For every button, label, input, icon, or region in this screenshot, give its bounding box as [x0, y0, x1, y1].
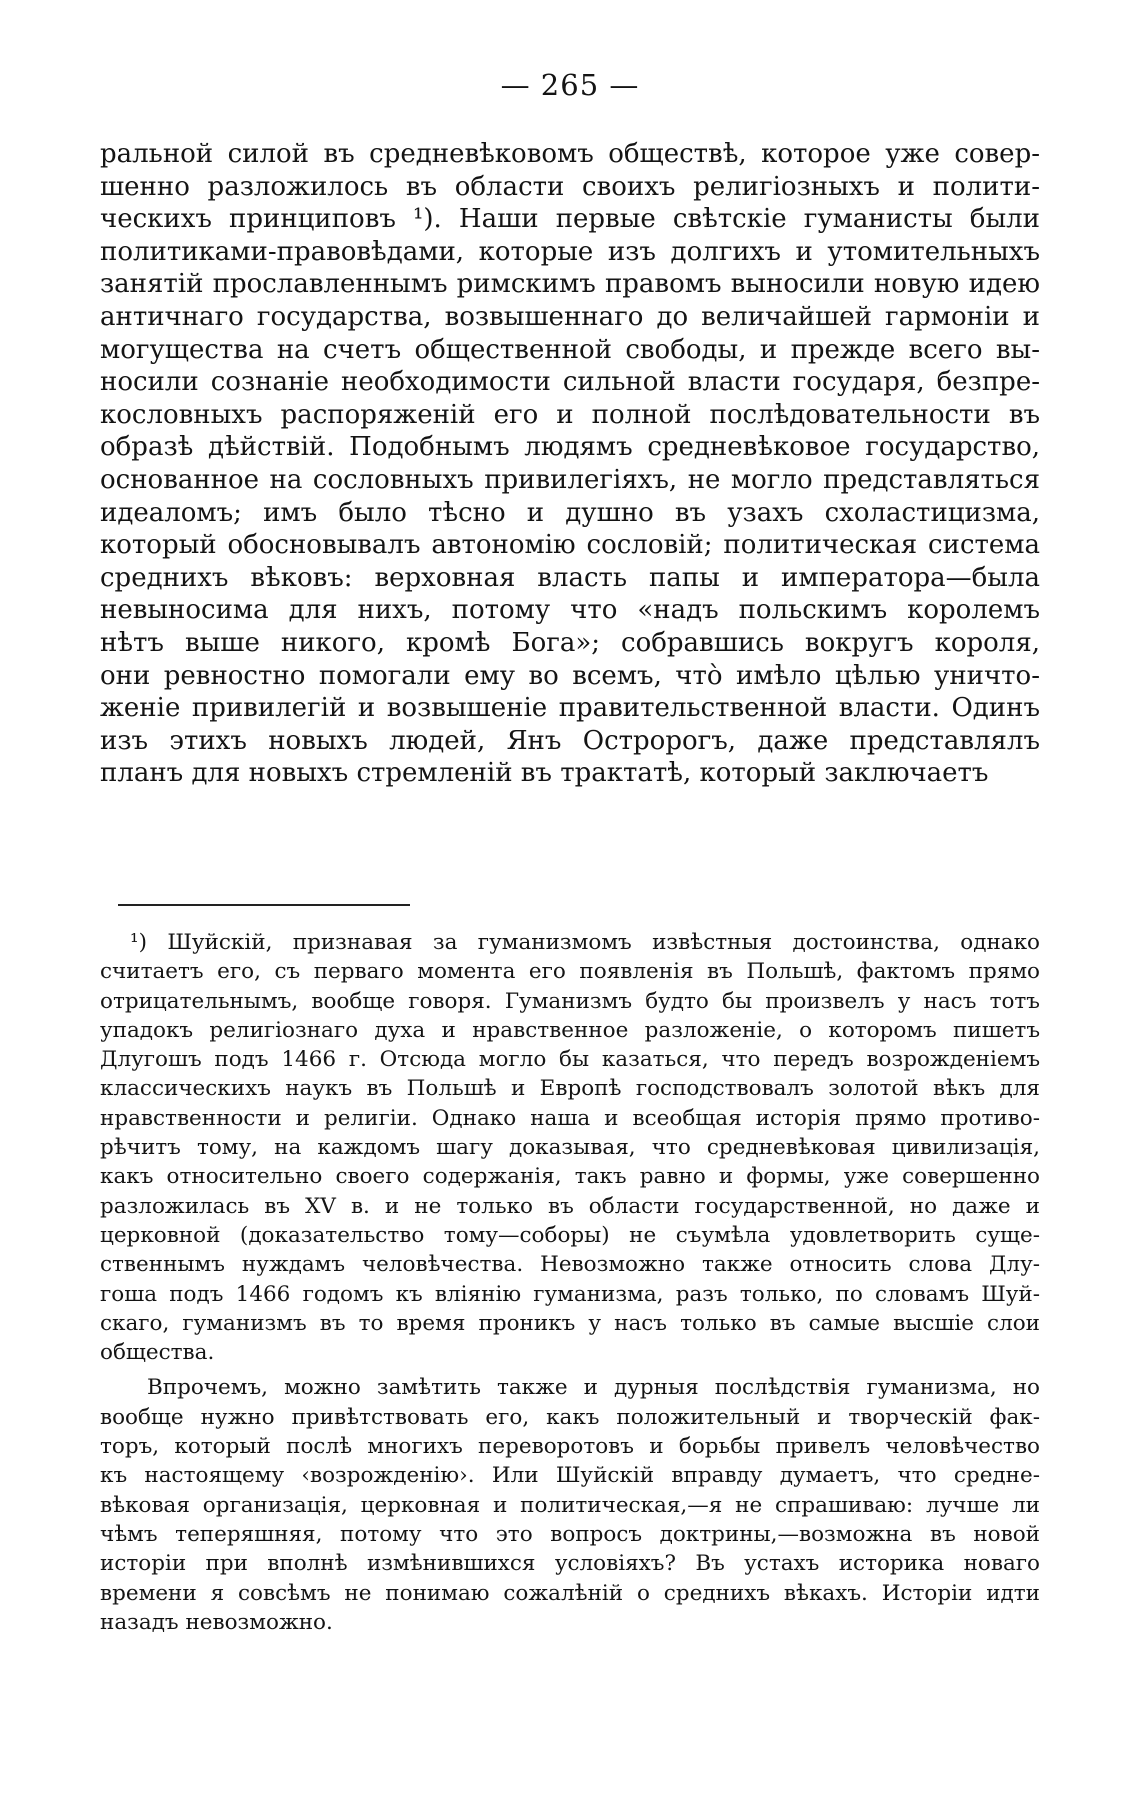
text-line: женіе привилегій и возвышеніе правительственной власти. Одинъ	[100, 693, 1040, 724]
text-line: планъ для новыхъ стремленій въ трактатѣ, который заключаетъ	[100, 758, 989, 789]
text-line: который обосновывалъ автономію сословій; политическая система	[100, 530, 1040, 561]
text-line: могущества на счетъ общественной свободы, и прежде всего вы-	[100, 334, 1040, 365]
text-line: кословныхъ распоряженій его и полной послѣдовательности въ	[100, 399, 1040, 430]
text-line: античнаго государства, возвышеннаго до величайшей гармоніи и	[100, 301, 1040, 332]
footnote-line: исторіи при вполнѣ измѣнившихся условіяхъ? Въ устахъ историка новаго	[100, 1551, 1040, 1577]
footnote-line: упадокъ религіознаго духа и нравственное разложеніе, о которомъ пишетъ	[100, 1017, 1040, 1043]
text-line: идеаломъ; имъ было тѣсно и душно въ узахъ схоластицизма,	[100, 497, 1040, 528]
text-line: нѣтъ выше никого, кромѣ Бога»; собравшись вокругъ короля,	[100, 627, 1040, 658]
footnote-line: ственнымъ нуждамъ человѣчества. Невозможно также относить слова Длу-	[100, 1252, 1040, 1278]
text-line: занятій прославленнымъ римскимъ правомъ выносили новую идею	[100, 269, 1040, 300]
footnote-line: общества.	[100, 1340, 215, 1366]
text-line: они ревностно помогали ему во всемъ, что̀ имѣло цѣлью уничто-	[100, 660, 1040, 691]
footnote-line: рѣчитъ тому, на каждомъ шагу доказывая, что средневѣковая цивилизація,	[100, 1135, 1040, 1161]
footnotes	[100, 928, 1040, 1637]
footnote-line: церковной (доказательство тому—соборы) не съумѣла удовлетворить суще-	[100, 1222, 1040, 1248]
text-line: среднихъ вѣковъ: верховная власть папы и императора—была	[100, 562, 1040, 593]
footnote-line: какъ относительно своего содержанія, такъ равно и формы, уже совершенно	[100, 1164, 1040, 1190]
text-line: ральной силой въ средневѣковомъ обществѣ, которое уже совер-	[100, 139, 1040, 169]
footnote-line: чѣмъ теперяшняя, потому что это вопросъ доктрины,—возможна въ новой	[100, 1521, 1040, 1547]
footnote-line: времени я совсѣмъ не понимаю сожалѣній о среднихъ вѣкахъ. Исторіи идти	[100, 1580, 1040, 1606]
footnote-line: Длугошъ подъ 1466 г. Отсюда могло бы казаться, что передъ возрожденіемъ	[100, 1047, 1040, 1073]
text-line: основанное на сословныхъ привилегіяхъ, не могло представляться	[100, 464, 1040, 495]
footnote-line: считаетъ его, съ перваго момента его появленія въ Польшѣ, фактомъ прямо	[100, 959, 1040, 985]
main-text	[100, 138, 1040, 790]
footnote-line: Впрочемъ, можно замѣтить также и дурныя послѣдствія гуманизма, но	[147, 1375, 1040, 1401]
footnote-line: отрицательнымъ, вообще говоря. Гуманизмъ будто бы произвелъ у насъ тотъ	[100, 988, 1040, 1014]
text-line: ческихъ принциповъ ¹). Наши первые свѣтскіе гуманисты были	[100, 204, 1040, 235]
footnote-line: классическихъ наукъ въ Польшѣ и Европѣ господствовалъ золотой вѣкъ для	[100, 1076, 1040, 1102]
text-line: образѣ дѣйствій. Подобнымъ людямъ средневѣковое государство,	[100, 432, 1040, 463]
footnote-line: нравственности и религіи. Однако наша и всеобщая исторія прямо противо-	[100, 1105, 1040, 1131]
footnote-line: торъ, который послѣ многихъ переворотовъ и борьбы привелъ человѣчество	[100, 1434, 1040, 1460]
footnote-line: вообще нужно привѣтствовать его, какъ положительный и творческій фак-	[100, 1404, 1040, 1430]
footnote-line: гоша подъ 1466 годомъ къ вліянію гуманизма, разъ только, по словамъ Шуй-	[100, 1281, 1040, 1307]
footnote-line: назадъ невозможно.	[100, 1609, 333, 1635]
footnote-line: ¹) Шуйскій, признавая за гуманизмомъ извѣстныя достоинства, однако	[130, 930, 1040, 955]
text-line: изъ этихъ новыхъ людей, Янъ Остророгъ, даже представлялъ	[100, 725, 1040, 756]
text-line: носили сознаніе необходимости сильной власти государя, безпре-	[100, 367, 1040, 398]
text-line: шенно разложилось въ области своихъ религіозныхъ и полити-	[100, 171, 1040, 202]
footnote-line: скаго, гуманизмъ въ то время проникъ у насъ только въ самые высшіе слои	[100, 1310, 1040, 1336]
page-number: — 265 —	[500, 68, 640, 102]
footnote-line: разложилась въ XV в. и не только въ области государственной, но даже и	[100, 1193, 1040, 1219]
footnote-line: вѣковая организація, церковная и политическая,—я не спрашиваю: лучше ли	[100, 1492, 1040, 1518]
footnote-line: къ настоящему ‹возрожденію›. Или Шуйскій вправду думаетъ, что средне-	[100, 1463, 1040, 1489]
text-line: политиками-правовѣдами, которые изъ долгихъ и утомительныхъ	[100, 236, 1040, 267]
text-line: невыносима для нихъ, потому что «надъ польскимъ королемъ	[100, 595, 1040, 626]
footnote-separator	[118, 904, 410, 906]
